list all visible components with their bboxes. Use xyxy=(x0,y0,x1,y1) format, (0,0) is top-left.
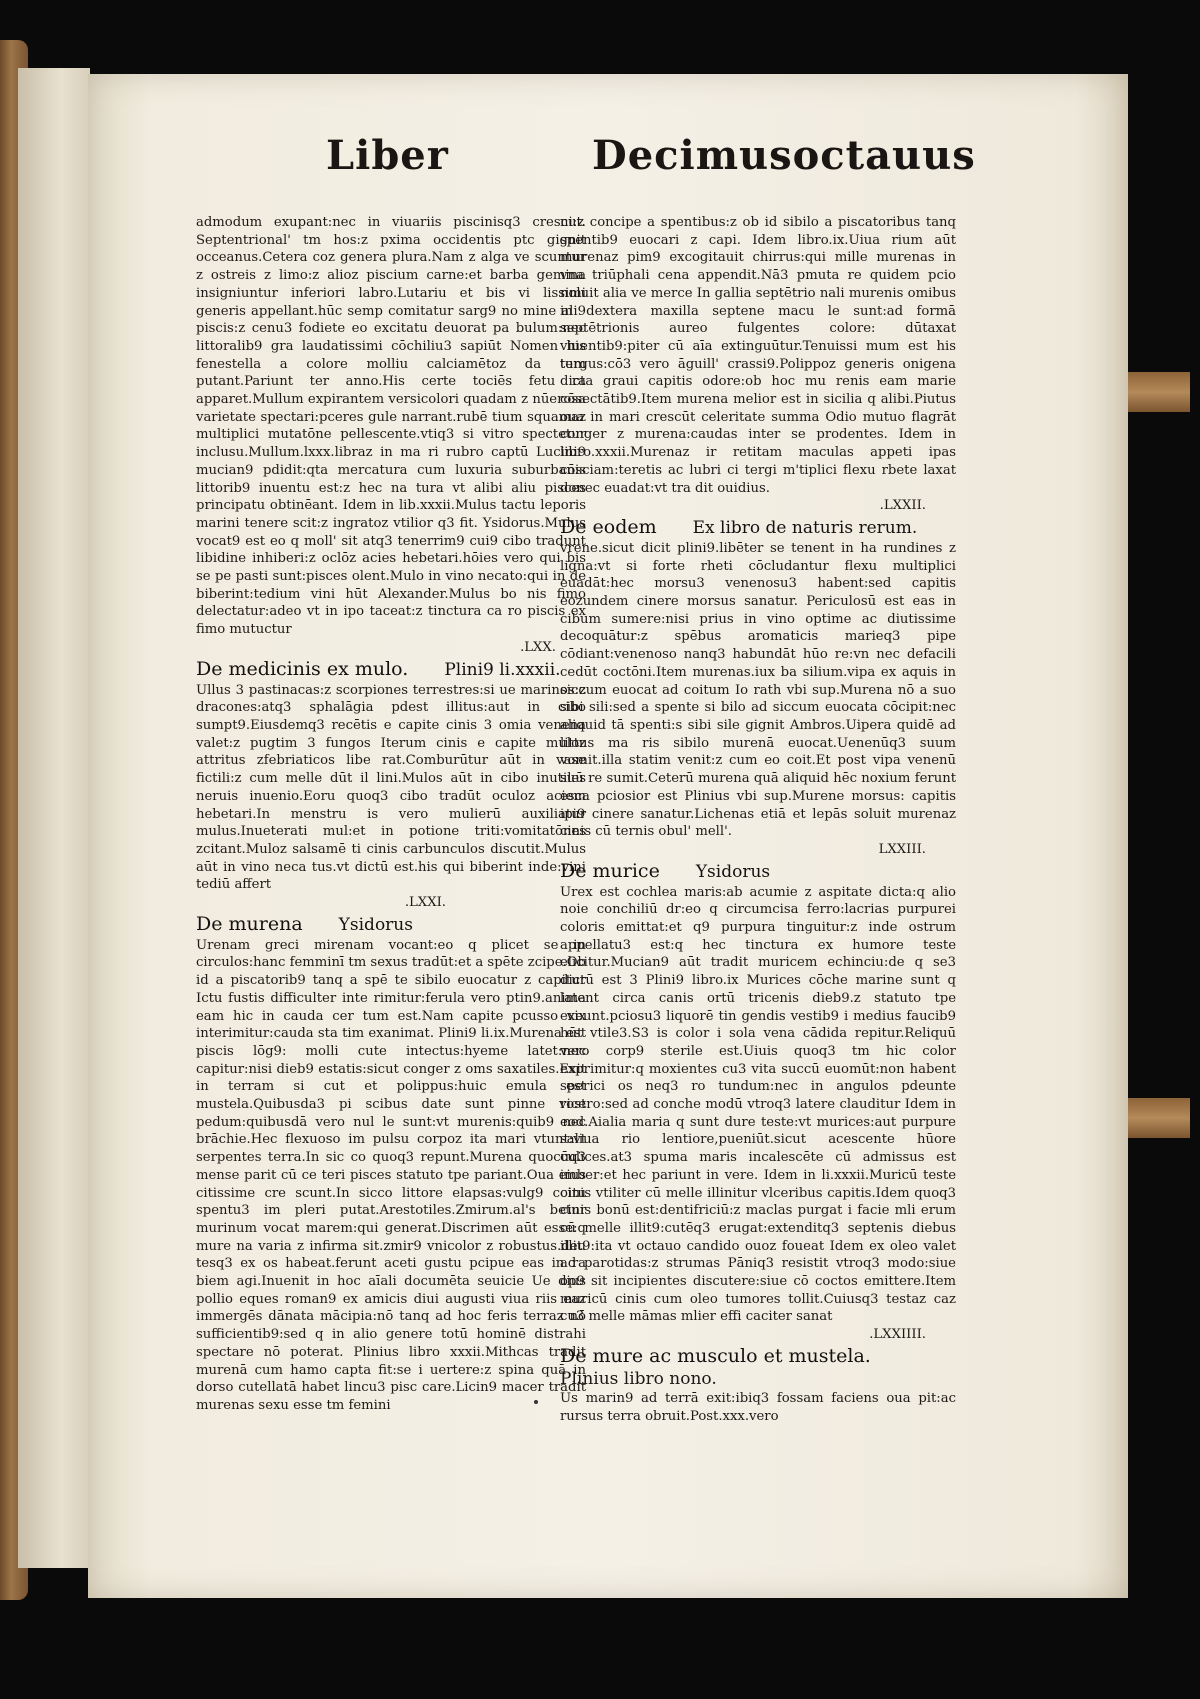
section-source: Ysidorus xyxy=(695,861,771,882)
left-paragraph-1: admodum exupant:nec in viuariis piscinisq3 crescut. Septentrional' tm hos:z pxima occidentis ptc gignit occeanus.Cetera coz genera plura.Nam z alga ve scuntur z ostreis z limo:z alioz piscium carne:et barba gemina insigniuntur inferiori labro.Lutariu et bis vi lissimi generis appellant.hūc semp comitatur sarg9 no mine ali9 piscis:z cenu3 fodiete eo excitatu deuorat pa bulum:nec littoralib9 gra laudatissimi cōchiliu3 sapiūt Nomen his fenestella a colore molliu calciamētoz da tum putant.Pariunt ter anno.His certe tociēs fetu ra apparet.Mullum expirantem versicolori quadam z nūerosa varietate spectari:pceres gule narrant.rubē tium squamaz multiplici mutatōne pellescente.vtiq3 si vitro spectetur inclusu.Mullum.lxxx.libraz in ma ri rubro captū Lucini9 mucian9 pdidit:qta mercatura cum luxuria suburbanis littorib9 inuentu est:z hec na tura vt alibi aliu pisces principatu obtinēant. Idem in lib.xxxii.Mulus tactu leporis marini tenere scit:z ingratoz vtilior q3 fit. Ysidorus.Mulus vocat9 est eo q moll' sit atq3 tenerrim9 cui9 cibo tradunt libidine inhiberi:z oclōz acies hebetari.hōies vero qui bis se pe pasti sunt:pisces olent.Mulo in vino necato:qui in de biberint:tedium vini hūt Alexander.Mulus bo nis fimo delectatur:adeo vt in ipo taceat:z tinctura ca ro piscis ex fimo mutuctur xyxy=(196,215,586,638)
section-source: Ex libro de naturis rerum. xyxy=(692,517,918,538)
clasp-strap-top xyxy=(1120,372,1190,412)
left-paragraph-3: Urenam greci mirenam vocant:eo q plicet se in circulos:hanc femminī tm sexus tradūt:et a spēte zcipe.Ob id a piscatorib9 tanq a spē te sibilo euocatur z capitur Ictu fustis difficulter inte rimitur:ferula vero ptin9.anima eam hic in cauda cer tum est.Nam capite pcusso vix interimitur:cauda sta tim exanimat. Plini9 li.ix.Murena est piscis lōg9: molli cute intectus:hyeme latet:nec capitur:nisi dieb9 estatis:sicut conger z oms saxatiles.Exit in terram si cut et polippus:huic emula est mustela.Quibusda3 pi scibus date sunt pinne vice pedum:quibusdā vero nul le sunt:vt murenis:quib9 nec brāchie.Hec flexuoso im pulsu corpoz ita mari vtunt:vt serpentes terra.In sic co quoq3 repunt.Murena quocūq3 mense parit cū ce teri pisces statuto tpe pariant.Oua eius citissime cre scunt.In sicco littore elapsas:vulg9 coitu spentu3 im pleri putat.Arestotiles.Zmirum.al's betur murinum vocat marem:qui generat.Discrimen aūt esse:q mure na varia z infirma sit.zmir9 vnicolor z robustus.deu tesq3 ex os habeat.ferunt aceti gustu pcipue eas in ra biem agi.Inuenit in hoc aīali documēta seuicie Ue dius pollio eques roman9 ex amicis diui augusti viua riis eaz immergēs dānata mācipia:nō tanq ad hoc feris terraz nō sufficientib9:sed q in alio genere totū hominē distrahi spectare nō poterat. Plinius libro xxxii.Mithcas tradit murenā cum hamo capta fit:se i uertere:z spina quā in dorso cutellatā habet lincu3 pisc care.Licin9 macer tradit murenas sexu esse tm femini xyxy=(196,937,586,1413)
section-heading-mure xyxy=(560,1344,956,1368)
section-heading-murena xyxy=(196,912,586,937)
left-column xyxy=(196,214,586,1415)
page xyxy=(88,74,1128,1598)
clasp-strap-bottom xyxy=(1120,1098,1190,1138)
section-heading-eodem xyxy=(560,515,956,540)
right-paragraph-3: Urex est cochlea maris:ab acumie z aspitate dicta:q alio noie conchiliū dr:eo q circumcisa ferro:lacrias purpurei coloris emittat:et q9 purpura tinguitur:z inde ostrum appellatu3 est:q hec tinctura ex humore teste elicitur.Mucian9 aūt tradit muricem echinciu:de q se3 dictū est 3 Plini9 libro.ix Murices cōche marine sunt q latent circa canis ortū tricenis dieb9.z statuto tpe exeunt.pciosu3 liquorē tin gendis vestib9 i medius faucib9 hūt vtile3.S3 is color i sola vena cādida repitur.Reliquū vero corp9 sterile est.Uiuis quoq3 tm hic color exprimitur:q moxientes cu3 vita succū euomūt:non habent sperici os neq3 ro tundum:nec in angulos pdeunte rostro:sed ad conche modū vtroq3 latere clauditur Idem in eod.Aialia maria q sunt dure teste:vt murices:aut purpure saliua rio lentiore,pueniūt.sicut acescente hūore culices.at3 spuma maris incalescēte cū admissus est imber:et hec pariunt in vere. Idem in li.xxxii.Muricū teste cinis vtiliter cū melle illinitur vlceribus capitis.Idem quoq3 cinis bonū est:dentifriciū:z maclas purgat i facie mli erum cū melle illit9:cutēq3 erugat:extenditq3 septenis diebus illit9:ita vt octauo candido ouoz foueat Idem ex oleo valet ad parotidas:z strumas Pāniq3 resistit vtroq3 modo:siue op9 sit incipientes discutere:siue cō coctos emittere.Item muricū cinis cum oleo tumores tollit.Cuiusq3 testaz caz cu3 melle māmas mlier effi caciter sanat xyxy=(560,884,956,1325)
section-title: De mure ac musculo et mustela. xyxy=(560,1344,871,1367)
left-page-edge xyxy=(18,68,90,1568)
chapter-number-lxx: .LXX. xyxy=(520,639,556,655)
running-head-right: Decimusoctauus xyxy=(592,132,976,179)
section-source: Plini9 li.xxxii. xyxy=(444,659,561,680)
right-paragraph-1: ni:z concipe a spentibus:z ob id sibilo a piscatoribus tanq spentib9 euocari z capi. Idem libro.ix.Uiua rium aūt murenaz pim9 excogitauit chirrus:qui mille murenas in vna triūphali cena appendit.Nā3 pmuta re quidem pcio noluit alia ve merce In gallia septētrio nali murenis omibus in dextera maxilla septene macu le sunt:ad formā septētrionis aureo fulgentes colore: dūtaxat viuentib9:piter cū aīa extinguūtur.Tenuissi mum est his tergus:cō3 vero āguill' crassi9.Polippoz generis onigena dicta graui capitis odore:ob hoc mu renis eam marie cōsectātib9.Item murena melior est in sicilia q alibi.Piutus oua in mari crescūt celeritate summa Odio mutuo flagrāt conger z murena:caudas inter se prodentes. Idem in libro.xxxii.Murenaz ir retitam maculas appeti ipas cōsciam:teretis ac lubri ci tergi m'tiplici flexu rbete laxat donec euadat:vt tra dit ouidius. xyxy=(560,215,956,496)
signature-dot xyxy=(534,1400,538,1404)
chapter-number-lxxiiii: .LXXIIII. xyxy=(869,1327,926,1343)
right-paragraph-2: vrene.sicut dicit plini9.libēter se tenent in ha rundines z ligna:vt si forte rheti cōcludantur flexu multiplici euadāt:hec morsu3 venenosu3 habent:sed capitis eozundem cinere morsus sanatur. Periculosū est eas in cibum sumere:nisi prius in vino optime ac diutissime decoquātur:z spēbus aromaticis marieq3 pipe cōdiant:venenoso nanq3 habundāt hūo re:vn nec defacili cedūt coctōni.Item murenas.iux ba silium.vipa ex aquis in siccum euocat ad coitum Io rath vbi sup.Murena nō a suo sibi sili:sed a spente si bilo ad siccum euocata cōcipit:nec aliquid tā spenti:s sibi sile gignit Ambros.Uipera quidē ad littus ma ris sibilo murenā euocat.Uenenūq3 suum vomit.illa statim venit:z cum eo coit.Et post vipa venenū suū re sumit.Ceterū murena quā aliquid hēc noxium ferunt esca pciosior est Plinius vbi sup.Murene morsus: capitis ipi9 cinere sanatur.Lichenas etiā et lepās soluit murenaz cinis cū ternis obul' mell'. xyxy=(560,540,956,840)
section-title: De medicinis ex mulo. xyxy=(196,657,409,680)
section-title: De eodem xyxy=(560,515,657,538)
section-source: Ysidorus xyxy=(338,914,413,935)
left-paragraph-2: Ullus 3 pastinacas:z scorpiones terrestres:si ue marinos:z dracones:atq3 sphalāgia pdest illitus:aut in cibo sumpt9.Eiusdemq3 recētis e capite cinis 3 omia venena valet:z pugtim 3 fungos Iterum cinis e capite muloz attritus zfebriaticos libe rat.Comburūtur aūt in vase fictili:z cum melle dūt il lini.Mulos aūt in cibo inutiles neruis inuenio.Eoru quoq3 cibo tradūt oculoz aciem hebetari.In menstru is vero mulierū auxiliatur mulus.Inueterati mul:et in potione triti:vomitatōnes zcitant.Muloz salsamē ti cinis carbunculos discutit.Mulus aūt in vino neca tus.vt dictū est.his qui biberint inde:vini tediū affert xyxy=(196,682,586,893)
chapter-number-lxxiii: LXXIII. xyxy=(878,841,926,857)
section-title: De murena xyxy=(196,912,303,935)
chapter-number-lxxii: .LXXII. xyxy=(879,498,926,514)
section-heading-murice xyxy=(560,859,956,884)
right-column xyxy=(560,214,956,1425)
section-source-pliny: Plinius libro nono. xyxy=(560,1368,717,1389)
section-heading-medicinis xyxy=(196,657,586,682)
chapter-number-lxxi: .LXXI. xyxy=(404,895,446,911)
running-head-left: Liber xyxy=(326,132,449,179)
section-title: De murice xyxy=(560,859,660,882)
right-paragraph-4: Us marin9 ad terrā exit:ibiq3 fossam faciens oua pit:ac rursus terra obruit.Post.xxx.vero xyxy=(560,1390,956,1424)
